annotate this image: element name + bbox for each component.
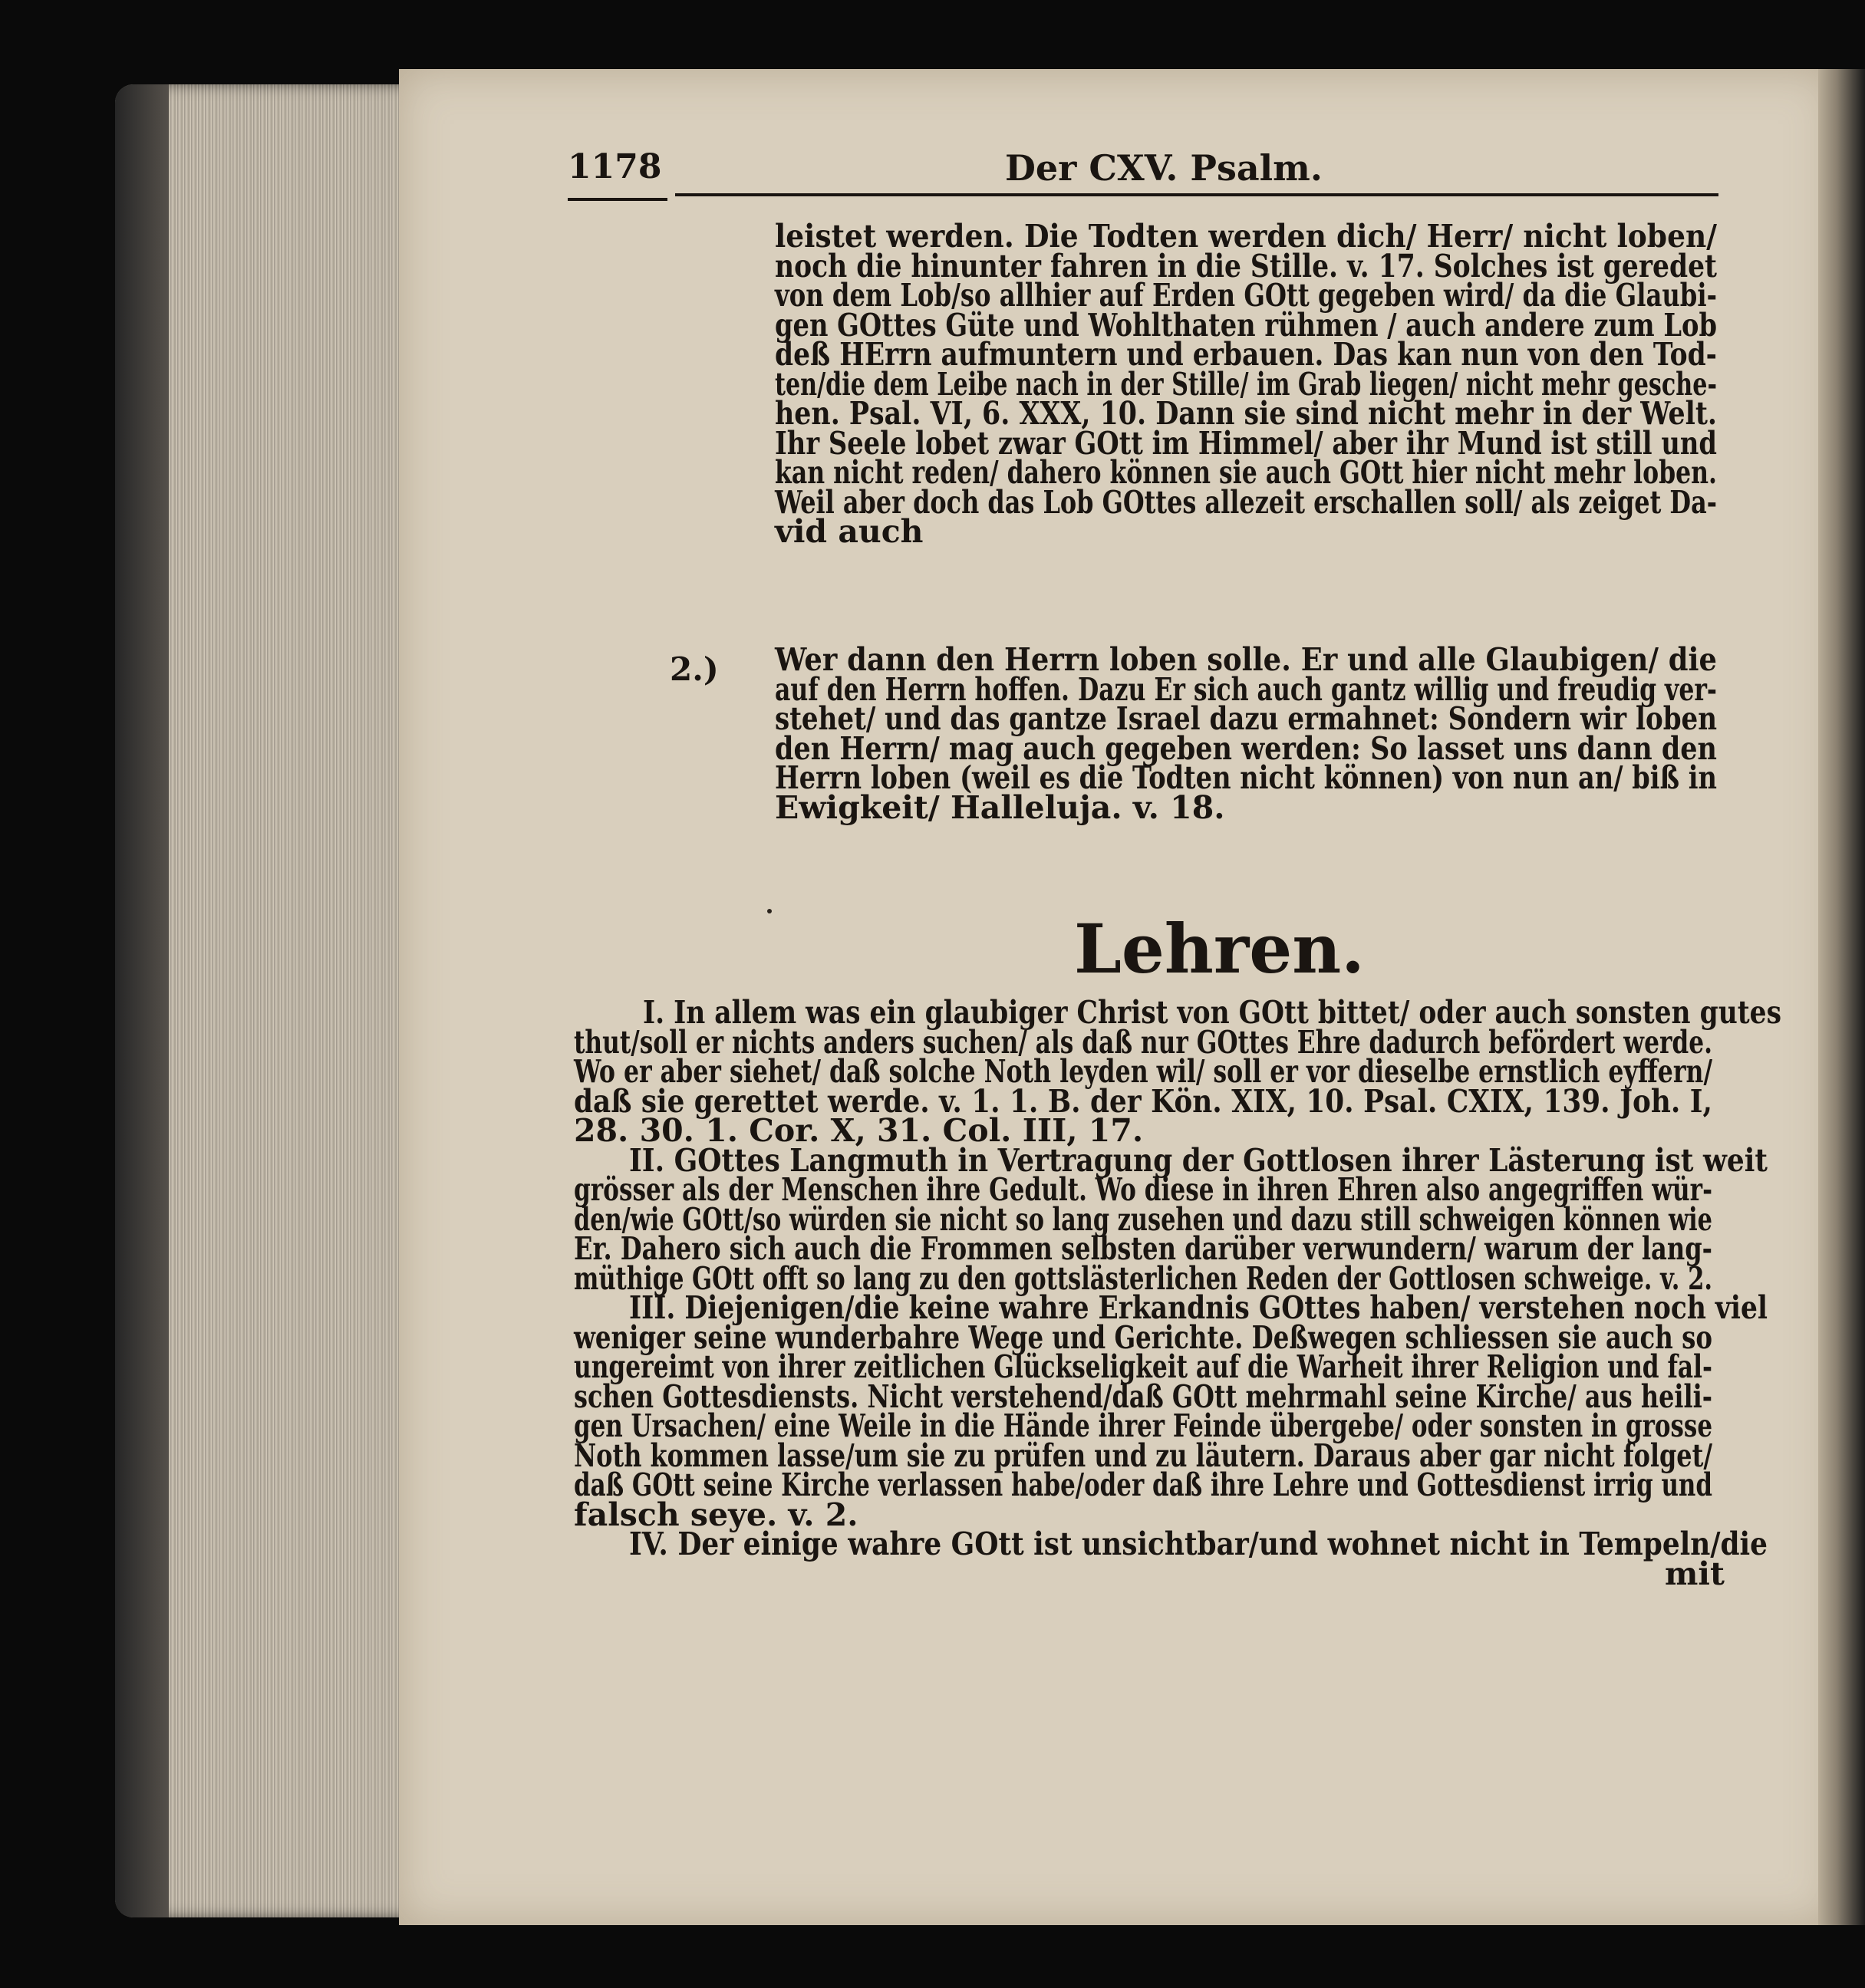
text-line: hen. Psal. VI, 6. XXX, 10. Dann sie sind nicht mehr in der Welt. [775, 395, 1717, 432]
text-line: Ihr Seele lobet zwar GOtt im Himmel/ aber ihr Mund ist still und [775, 424, 1717, 462]
text-line: Er. Dahero sich auch die Frommen selbsten darüber verwundern/ warum der lang- [574, 1230, 1712, 1267]
section-heading: Lehren. [1074, 909, 1365, 989]
text-line: 28. 30. 1. Cor. X, 31. Col. III, 17. [574, 1112, 1144, 1149]
text-line: leistet werden. Die Todten werden dich/ Herr/ nicht loben/ [775, 218, 1717, 255]
page-gutter [1818, 69, 1865, 1925]
text-line: den Herrn/ mag auch gegeben werden: So lasset uns dann den [775, 729, 1717, 767]
text-line: noch die hinunter fahren in die Stille. v. 17. Solches ist geredet [775, 247, 1717, 285]
text-line: Noth kommen lasse/um sie zu prüfen und zu läutern. Daraus aber gar nicht folget/ [574, 1437, 1712, 1474]
text-line: ungereimt von ihrer zeitlichen Glückseligkeit auf die Warheit ihrer Religion und fal- [574, 1348, 1712, 1385]
text-line: Weil aber doch das Lob GOttes allezeit erschallen soll/ als zeiget Da- [775, 483, 1717, 521]
text-line: müthige GOtt offt so lang zu den gottslästerlichen Reden der Gottlosen schweige. v. 2. [574, 1259, 1712, 1297]
running-header: Der CXV. Psalm. [1005, 147, 1323, 189]
text-line: schen Gottesdiensts. Nicht verstehend/daß GOtt mehrmahl seine Kirche/ aus heili- [574, 1377, 1712, 1415]
text-line: Wo er aber siehet/ daß solche Noth leyden wil/ soll er vor dieselbe ernstlich eyffern/ [574, 1053, 1712, 1090]
text-line: grösser als der Menschen ihre Gedult. Wo diese in ihren Ehren also angegriffen wür- [574, 1171, 1712, 1208]
text-line: gen GOttes Güte und Wohlthaten rühmen / auch andere zum Lob [775, 306, 1717, 344]
text-line: falsch seye. v. 2. [574, 1496, 858, 1533]
text-line: gen Ursachen/ eine Weile in die Hände ihrer Feinde übergebe/ oder sonsten in grosse [574, 1407, 1712, 1444]
text-line: auf den Herrn hoffen. Dazu Er sich auch gantz willig und freudig ver- [775, 670, 1717, 708]
text-line: thut/soll er nichts anders suchen/ als daß nur GOttes Ehre dadurch befördert werde. [574, 1023, 1712, 1061]
text-line: daß sie gerettet werde. v. 1. 1. B. der Kön. XIX, 10. Psal. CXIX, 139. Joh. I, [574, 1082, 1712, 1120]
text-line: kan nicht reden/ dahero können sie auch GOtt hier nicht mehr loben. [775, 454, 1717, 491]
text-line: III. Diejenigen/die keine wahre Erkandnis GOttes haben/ verstehen noch viel [629, 1289, 1768, 1326]
header-rule [675, 193, 1718, 196]
text-line: ten/die dem Leibe nach in der Stille/ im Grab liegen/ nicht mehr gesche- [775, 365, 1717, 403]
text-line: stehet/ und das gantze Israel dazu ermahnet: Sondern wir loben [775, 700, 1717, 737]
text-line: den/wie GOtt/so würden sie nicht so lang zusehen und dazu still schweigen können wie [574, 1200, 1712, 1238]
text-line: mit [1665, 1555, 1725, 1592]
text-line: IV. Der einige wahre GOtt ist unsichtbar/und wohnet nicht in Tempeln/die [629, 1526, 1768, 1562]
text-line: daß GOtt seine Kirche verlassen habe/oder daß ihre Lehre und Gottesdienst irrig und [574, 1466, 1712, 1503]
text-line: vid auch [775, 513, 924, 550]
text-line: I. In allem was ein glaubiger Christ von GOtt bittet/ oder auch sonsten gutes [643, 994, 1781, 1031]
header-rule-left [568, 198, 667, 201]
ink-dot [767, 909, 772, 913]
page-number: 1178 [568, 147, 662, 186]
section-2-marker: 2.) [670, 650, 719, 688]
text-line: Herrn loben (weil es die Todten nicht können) von nun an/ biß in [775, 759, 1717, 796]
text-line: deß HErrn aufmuntern und erbauen. Das kan nun von den Tod- [775, 336, 1717, 373]
text-line: weniger seine wunderbahre Wege und Gerichte. Deßwegen schliessen sie auch so [574, 1318, 1712, 1356]
text-line: Wer dann den Herrn loben solle. Er und alle Glaubigen/ die [775, 641, 1717, 678]
text-line: von dem Lob/so allhier auf Erden GOtt gegeben wird/ da die Glaubi- [775, 277, 1717, 314]
book-cover-edge [115, 84, 169, 1917]
text-line: Ewigkeit/ Halleluja. v. 18. [775, 788, 1225, 826]
text-line: II. GOttes Langmuth in Vertragung der Gottlosen ihrer Lästerung ist weit [629, 1141, 1768, 1179]
